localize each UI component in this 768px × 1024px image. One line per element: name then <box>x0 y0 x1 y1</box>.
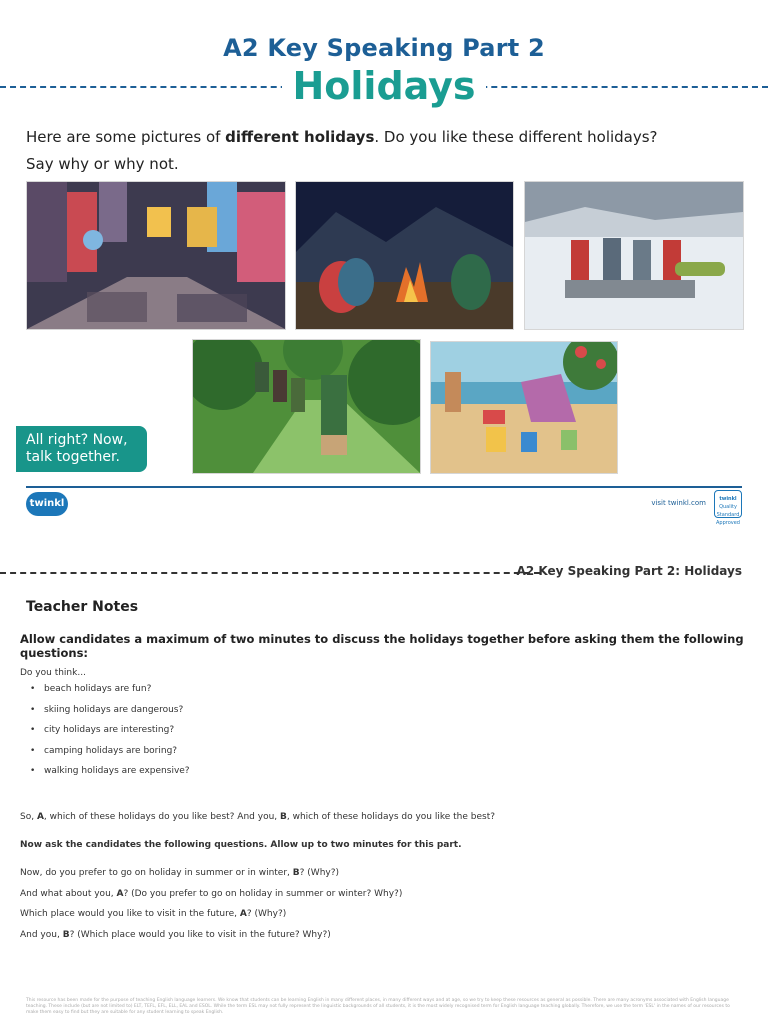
bullet-item: • walking holidays are expensive? <box>30 766 190 787</box>
footer-disclaimer: This resource has been made for the purpose of teaching English language learners. We know that students can be learning English in many different places, in many different ways and at age, so we try to keep these resources as general as possible. There are many acronyms associated with English language teaching. These include (but are not limited to) ELT, TEFL, EFL, ELL, EAL and ESOL. While the term ESL may not fully represent the linguistic backgrounds of all students, it is the most widely recognised term for English language teaching globally. Therefore, we use the term 'ESL' in the names of our resources to make them easy to find but they are suitable for any student learning to speak English. <box>26 998 730 1015</box>
q-so-3: , which of these holidays do you like the best? <box>286 812 496 822</box>
page2-dashed-line <box>0 572 540 574</box>
badge-line-2: Quality Standard <box>716 504 740 518</box>
q1-b: B <box>292 868 300 878</box>
worksheet-title-text: Holidays <box>282 64 485 108</box>
talk-together-callout <box>16 426 147 472</box>
badge-line-1: twinkl <box>719 496 737 502</box>
callout-line-1: All right? Now, <box>26 432 128 448</box>
intro-text <box>26 124 746 178</box>
intro-line-1 <box>26 124 746 151</box>
beach-holiday-image <box>430 341 618 474</box>
bullet-item: • skiing holidays are dangerous? <box>30 705 190 726</box>
camping-holiday-image <box>295 181 514 330</box>
walking-holiday-image <box>192 339 421 474</box>
intro-line1-bold: different holidays <box>225 128 375 146</box>
q2-c: ? (Do you prefer to go on holiday in summer or winter? Why?) <box>123 889 403 899</box>
which-holiday-question <box>20 812 495 822</box>
callout-line-2: talk together. <box>26 449 120 465</box>
q3-c: ? (Why?) <box>246 909 287 919</box>
q3-b: A <box>239 909 247 919</box>
do-you-think: Do you think... <box>20 668 86 678</box>
question-bullets <box>30 684 190 787</box>
q-so-a: A <box>36 812 44 822</box>
q-so-b: B <box>280 812 287 822</box>
page2-header: A2 Key Speaking Part 2: Holidays <box>516 564 742 578</box>
twinkl-logo: twinkl <box>26 492 68 516</box>
now-ask-instruction: Now ask the candidates the following questions. Allow up to two minutes for this part. <box>20 840 462 850</box>
q-so-1: So, <box>20 812 37 822</box>
bullet-item: • camping holidays are boring? <box>30 746 190 767</box>
footer-rule <box>26 486 742 488</box>
quality-standard-badge <box>714 490 742 526</box>
intro-line-2: Say why or why not. <box>26 155 179 173</box>
question-4 <box>20 930 331 940</box>
teacher-notes-lead: Allow candidates a maximum of two minutes to discuss the holidays together before asking them the following questions: <box>20 632 744 660</box>
worksheet-title <box>0 64 768 108</box>
intro-line1-start: Here are some pictures of <box>26 128 226 146</box>
q1-a: Now, do you prefer to go on holiday in summer or in winter, <box>20 868 293 878</box>
worksheet-subtitle: A2 Key Speaking Part 2 <box>223 34 545 62</box>
visit-link[interactable]: visit twinkl.com <box>651 499 706 507</box>
q4-a: And you, <box>20 930 63 940</box>
q2-b: A <box>116 889 124 899</box>
q-so-2: , which of these holidays do you like best? And you, <box>43 812 280 822</box>
city-holiday-image <box>26 181 286 330</box>
q2-a: And what about you, <box>20 889 117 899</box>
q4-b: B <box>62 930 70 940</box>
intro-line1-end: . Do you like these different holidays? <box>374 128 658 146</box>
bullet-item: • city holidays are interesting? <box>30 725 190 746</box>
badge-line-3: Approved <box>716 520 740 526</box>
teacher-notes-title: Teacher Notes <box>26 599 139 615</box>
q4-c: ? (Which place would you like to visit in the future? Why?) <box>69 930 331 940</box>
question-1 <box>20 868 339 878</box>
q3-a: Which place would you like to visit in the future, <box>20 909 240 919</box>
skiing-holiday-image <box>524 181 744 330</box>
question-3 <box>20 909 286 919</box>
bullet-item: • beach holidays are fun? <box>30 684 190 705</box>
q1-c: ? (Why?) <box>299 868 340 878</box>
question-2 <box>20 889 402 899</box>
